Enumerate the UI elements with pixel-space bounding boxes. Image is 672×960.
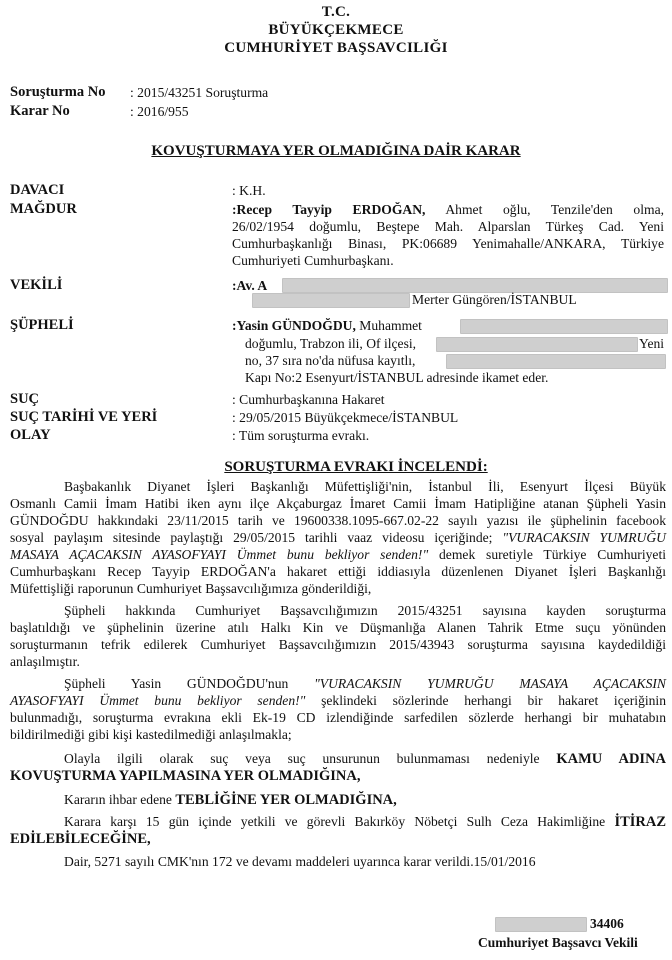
davaci-value: : K.H.: [232, 183, 266, 198]
p5-line: [64, 792, 397, 809]
redaction-block: [436, 337, 638, 355]
vekili-name: :Av. A: [232, 278, 268, 293]
p1-line-4-a: sosyal paylaşım sitesinde paylaştığı 29/05/2015 tarihli vaaz videosu içeriğinde;: [10, 530, 493, 545]
p4-line-2: KOVUŞTURMA YAPILMASINA YER OLMADIĞINA,: [10, 768, 361, 784]
sorusturma-value: : 2015/43251 Soruşturma: [130, 85, 269, 100]
header-tc: T.C.: [321, 4, 351, 20]
karar-value: : 2016/955: [130, 104, 189, 119]
p2-line-3: soruşturmanın tefrik edilerek Cumhuriyet Başsavcılığımızın 2015/43943 soruşturma sayısına kaydedildiği: [10, 637, 666, 652]
p1-line-4: [10, 530, 666, 546]
p1-line-5: [10, 547, 666, 563]
p3-line-1-a: Şüpheli Yasin GÜNDOĞDU'nun: [64, 676, 289, 691]
davaci-label: DAVACI: [10, 182, 65, 198]
supheli-line-1: [232, 318, 422, 334]
vekili-label: VEKİLİ: [10, 277, 63, 293]
magdur-line-1-rest: Ahmet oğlu, Tenzile'den olma,: [445, 202, 665, 217]
redaction-block: [460, 319, 668, 337]
supheli-label: ŞÜPHELİ: [10, 317, 74, 333]
magdur-line-2: 26/02/1954 doğumlu, Beştepe Mah. Alparslan Türkeş Cad. Yeni: [232, 219, 664, 234]
p4-line-1-b: KAMU ADINA: [556, 751, 667, 767]
p3-line-1: [64, 676, 666, 692]
olay-label: OLAY: [10, 427, 51, 443]
magdur-label: MAĞDUR: [10, 201, 77, 217]
p1-quote-a: "VURACAKSIN YUMRUĞU: [502, 530, 666, 545]
redaction-block: [252, 293, 410, 311]
document-title: KOVUŞTURMAYA YER OLMADIĞINA DAİR KARAR: [151, 143, 521, 159]
p2-line-2: başlatıldığı ve şüphelinin üzerine atılı Halkı Kin ve Düşmanlığa Alanen Tahrik Etme suçu yönünden: [10, 620, 666, 635]
p6-line-1-a: Karara karşı 15 gün içinde yetkili ve görevli Bakırköy Nöbetçi Sulh Ceza Hakimliğine: [64, 814, 606, 829]
p1-line-7: Müfettişliği raporunun Cumhuriyet Başsavcılığımıza gönderildiği,: [10, 581, 372, 596]
p3-quote-b: AYASOFYAYI Ümmet bunu bekliyor senden!": [10, 693, 306, 708]
suc-tarih-value: : 29/05/2015 Büyükçekmece/İSTANBUL: [232, 410, 459, 425]
p3-line-2: [10, 693, 666, 709]
magdur-name: :Recep Tayyip ERDOĞAN,: [232, 202, 426, 217]
p3-line-3: bulunmadığı, soruşturma evrakına ekli Ek-19 CD izlendiğinde sarfedilen sözlerde herhangi bir muhatabın: [10, 710, 666, 725]
olay-value: : Tüm soruşturma evrakı.: [232, 428, 370, 443]
supheli-line-2-end: Yeni: [639, 336, 665, 351]
magdur-line-3: Cumhurbaşkanlığı Binası, PK:06689 Yenimahalle/ANKARA, Türkiye: [232, 236, 664, 251]
p2-line-4: anlaşılmıştır.: [10, 654, 80, 669]
supheli-line-4: Kapı No:2 Esenyurt/İSTANBUL adresinde ikamet eder.: [245, 370, 549, 385]
header-city: BÜYÜKÇEKMECE: [268, 22, 404, 38]
p5-b: TEBLİĞİNE YER OLMADIĞINA,: [175, 792, 397, 808]
p3-quote-a: "VURACAKSIN YUMRUĞU MASAYA AÇACAKSIN: [314, 676, 666, 691]
vekili-address: Merter Güngören/İSTANBUL: [412, 292, 577, 307]
redaction-block: [495, 917, 587, 935]
section-title: SORUŞTURMA EVRAKI İNCELENDİ:: [224, 459, 488, 475]
suc-value: : Cumhurbaşkanına Hakaret: [232, 392, 385, 407]
p1-line-6: Cumhurbaşkanı Recep Tayyip ERDOĞAN'a hakaret ettiği iddiasıyla düzenlenen Diyanet İşleri Başkanlığı: [10, 564, 666, 579]
p1-line-5-b: demek suretiyle Türkiye Cumhuriyeti: [439, 547, 666, 562]
p1-line-1: Başbakanlık Diyanet İşleri Başkanlığı Müfettişliği'nin, İstanbul İli, Esenyurt İlçesi Büyük: [64, 479, 666, 494]
suc-label: SUÇ: [10, 391, 40, 407]
p2-line-1: Şüpheli hakkında Cumhuriyet Başsavcılığımızın 2015/43251 sayısına kayden soruşturma: [64, 603, 666, 618]
p6-line-2: EDİLEBİLECEĞİNE,: [10, 831, 151, 847]
p5-a: Kararın ihbar edene: [64, 792, 172, 807]
p6-line-1: [64, 814, 666, 831]
supheli-line-1-rest: Muhammet: [359, 318, 422, 333]
signature-number: 34406: [590, 916, 624, 931]
p4-line-1: [64, 751, 666, 768]
supheli-line-3: no, 37 sıra no'da nüfusa kayıtlı,: [245, 353, 416, 368]
supheli-name: :Yasin GÜNDOĞDU,: [232, 318, 356, 333]
magdur-line-4: Cumhuriyeti Cumhurbaşkanı.: [232, 253, 394, 268]
p3-line-4: bildirilmediği gibi kişi kastedilmediği anlaşılmakla;: [10, 727, 292, 742]
karar-label: Karar No: [10, 103, 70, 119]
header-office: CUMHURİYET BAŞSAVCILIĞI: [224, 40, 448, 56]
p1-line-2: Osmanlı Camii İmam Hatibi iken aynı ilçe Akçaburgaz İmaret Camii İmam Hatipliğine atanan Şüpheli Yasin: [10, 496, 666, 511]
p7-line: Dair, 5271 sayılı CMK'nın 172 ve devamı maddeleri uyarınca karar verildi.15/01/2016: [64, 854, 536, 869]
p3-line-2-b: şeklindeki sözlerinde herhangi bir hakaret içeriğinin: [321, 693, 667, 708]
p6-line-1-b: İTİRAZ: [614, 814, 667, 830]
suc-tarih-label: SUÇ TARİHİ VE YERİ: [10, 409, 158, 425]
p1-quote-b: MASAYA AÇACAKSIN AYASOFYAYI Ümmet bunu bekliyor senden!": [10, 547, 429, 562]
p4-line-1-a: Olayla ilgili olarak suç veya suç unsurunun bulunmaması nedeniyle: [64, 751, 540, 766]
signature-title: Cumhuriyet Başsavcı Vekili: [478, 935, 638, 950]
magdur-line-1: [232, 202, 664, 218]
supheli-line-2: doğumlu, Trabzon ili, Of ilçesi,: [245, 336, 417, 351]
sorusturma-label: Soruşturma No: [10, 84, 106, 100]
p1-line-3: GÜNDOĞDU hakkındaki 23/11/2015 tarih ve 19600338.1095-667.02-22 sayılı yazısı ile şüphelinin facebook: [10, 513, 666, 528]
